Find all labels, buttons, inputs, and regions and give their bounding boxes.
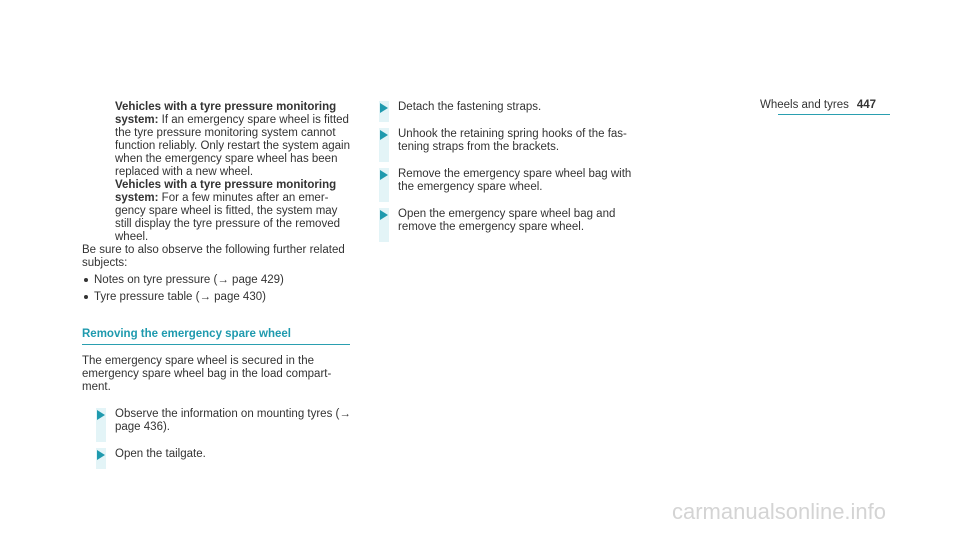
related-item-label: Notes on tyre pressure (→ page 429) bbox=[94, 274, 284, 286]
step-arrow-icon bbox=[97, 450, 105, 460]
header-rule bbox=[778, 114, 890, 115]
step-arrow-icon bbox=[380, 210, 388, 220]
step-item bbox=[365, 101, 635, 114]
watermark: carmanualsonline.info bbox=[672, 499, 887, 524]
step-arrow-icon bbox=[97, 410, 105, 420]
bullet-icon bbox=[84, 278, 88, 282]
step-item bbox=[365, 208, 635, 234]
warning-label-2: Vehicles with a tyre pressure monitoring system: bbox=[115, 179, 337, 204]
step-item bbox=[82, 448, 354, 461]
step-arrow-icon bbox=[380, 103, 388, 113]
step-arrow-icon bbox=[380, 130, 388, 140]
warning-label-1: Vehicles with a tyre pressure monitoring system: bbox=[115, 101, 337, 126]
observe-text: Be sure to also observe the following further related subjects: bbox=[82, 244, 345, 269]
intro-text: The emergency spare wheel is secured in the emergency spare wheel bag in the load compartment. bbox=[82, 355, 332, 393]
warning-text-1: If an emergency spare wheel is fitted the tyre pressure monitoring system cannot function reliably. Only restart the system again when the emergency spare wheel has been replaced with a new wheel. bbox=[115, 114, 351, 178]
step-text: Open the emergency spare wheel bag and remove the emergency spare wheel. bbox=[398, 208, 616, 233]
related-item[interactable] bbox=[82, 291, 354, 304]
step-text: Open the tailgate. bbox=[115, 448, 206, 460]
left-column bbox=[82, 101, 354, 461]
step-arrow-icon bbox=[380, 170, 388, 180]
related-list bbox=[82, 274, 354, 304]
page-header bbox=[760, 99, 890, 112]
step-text: Observe the information on mounting tyres (→ page 436). bbox=[115, 408, 351, 433]
page-number: 447 bbox=[856, 99, 877, 111]
step-item bbox=[365, 128, 635, 154]
step-item bbox=[365, 168, 635, 194]
related-item-label: Tyre pressure table (→ page 430) bbox=[94, 291, 266, 303]
step-text: Detach the fastening straps. bbox=[398, 101, 542, 113]
right-column bbox=[365, 101, 635, 234]
related-item[interactable] bbox=[82, 274, 354, 287]
section-title: Removing the emergency spare wheel bbox=[82, 328, 350, 345]
warning-paragraph-2 bbox=[115, 179, 354, 244]
warning-text-2: For a few minutes after an emergency spare wheel is fitted, the system may still display the tyre pressure of the removed wheel. bbox=[115, 192, 340, 243]
section-name: Wheels and tyres bbox=[760, 99, 849, 111]
warning-paragraph-1 bbox=[115, 101, 354, 179]
step-text: Unhook the retaining spring hooks of the fastening straps from the brackets. bbox=[398, 128, 627, 153]
step-text: Remove the emergency spare wheel bag with the emergency spare wheel. bbox=[398, 168, 632, 193]
warning-block bbox=[82, 101, 354, 244]
step-item bbox=[82, 408, 354, 434]
bullet-icon bbox=[84, 295, 88, 299]
